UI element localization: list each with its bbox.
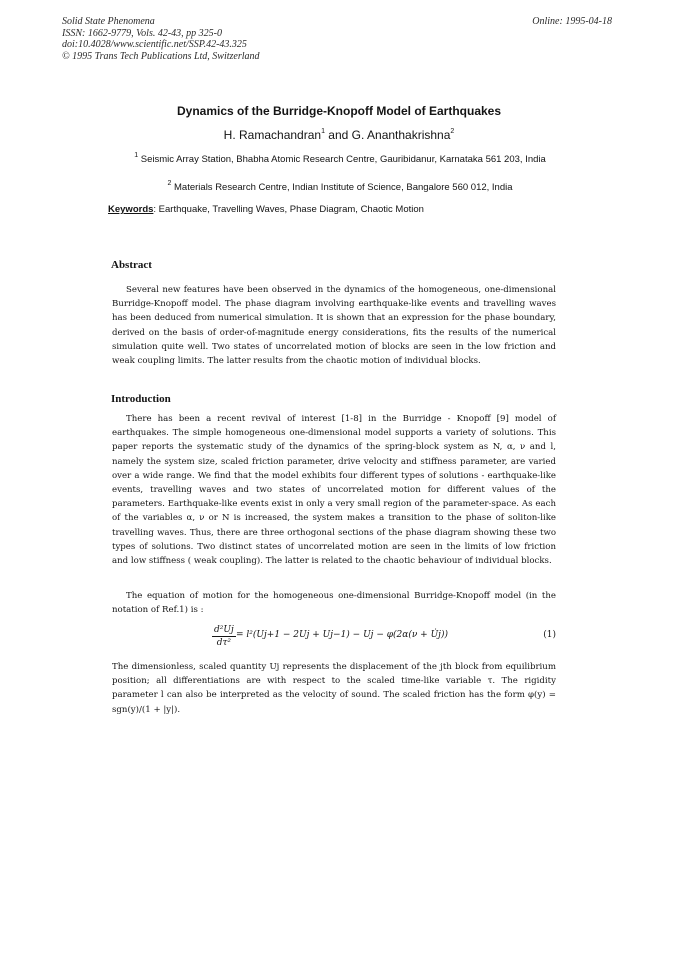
keywords-line (108, 204, 424, 215)
author-and: and (324, 128, 352, 142)
author-1-mark: 1 (321, 128, 325, 135)
online-date: Online: 1995-04-18 (532, 16, 612, 27)
introduction-paragraph-2: The equation of motion for the homogeneous one-dimensional Burridge-Knopoff model (in the notation of Ref.1) is : (112, 591, 556, 616)
introduction-paragraph-3: The dimensionless, scaled quantity Uj represents the displacement of the jth block from equilibrium position; all differentiations are with respect to the scaled time-like variable τ. The rigidity parameter l can also be interpreted as the velocity of sound. The scaled friction has the form φ(y) = sgn(y)/(1 + |y|). (112, 662, 556, 715)
paper-title: Dynamics of the Burridge-Knopoff Model of Earthquakes (176, 104, 502, 118)
introduction-paragraph-1: There has been a recent revival of interest [1-8] in the Burridge - Knopoff [9] model of earthquakes. The simple homogeneous one-dimensional model supports a variety of solutions. This paper reports the systematic study of the dynamics of the spring-block system as N, α, ν and l, namely the system size, scaled friction parameter, drive velocity and stiffness parameter, are varied over a wide range. We find that the model exhibits four different types of solutions - earthquake-like events, travelling waves and two states of uncorrelated motion for different values of the parameters. Earthquake-like events exist in only a very small region of the parameter-space. As each of the variables α, ν or N is increased, the system makes a transition to the phase of soliton-like travelling waves. Thus, there are three orthogonal sections of the phase diagram showing these two types of solutions. Two distinct states of uncorrelated motion are seen in the limits of low friction and low stiffness ( weak coupling). The latter is related to the chaotic behaviour of individual blocks. (112, 414, 556, 567)
keywords-text: : Earthquake, Travelling Waves, Phase Diagram, Chaotic Motion (153, 204, 424, 215)
doi-line: doi:10.4028/www.scientific.net/SSP.42-43.325 (62, 39, 247, 50)
equation-numerator: d²Uj (214, 625, 234, 635)
author-line (0, 128, 678, 142)
journal-header (62, 16, 260, 62)
author-1: H. Ramachandran (223, 128, 322, 142)
journal-name: Solid State Phenomena (62, 16, 155, 27)
equation-number: (1) (543, 630, 556, 640)
affiliation-1-mark: 1 (134, 152, 139, 159)
keywords-label: Keywords (108, 204, 154, 215)
affiliation-2-mark: 2 (167, 180, 172, 187)
abstract-heading: Abstract (111, 259, 152, 271)
author-2: G. Ananthakrishna (351, 128, 451, 142)
affiliation-1-text: Seismic Array Station, Bhabha Atomic Research Centre, Gauribidanur, Karnataka 561 203, India (138, 154, 546, 166)
introduction-heading: Introduction (111, 393, 171, 405)
equation-body: = l²(Uj+1 − 2Uj + Uj−1) − Uj − φ(2α(ν + U̇j)) (236, 630, 448, 640)
equation-1 (112, 624, 556, 652)
affiliation-1 (110, 151, 570, 166)
equation-fraction (212, 624, 236, 649)
copyright-line: © 1995 Trans Tech Publications Ltd, Switzerland (62, 50, 260, 62)
equation-denominator: dτ² (216, 638, 232, 648)
abstract-text: Several new features have been observed in the dynamics of the homogeneous, one-dimensional Burridge-Knopoff model. The phase diagram involving earthquake-like events and travelling waves has been deduced from numerical simulation. It is shown that an expression for the phase boundary, derived on the basis of order-of-magnitude energy considerations, fits the results of the numerical simulation quite well. Two states of uncorrelated motion of blocks are seen in the low friction and weak coupling limits. The latter results from the chaotic motion of individual blocks. (112, 285, 556, 367)
affiliation-2-text: Materials Research Centre, Indian Institute of Science, Bangalore 560 012, India (171, 182, 513, 194)
affiliation-2 (100, 179, 580, 194)
author-2-mark: 2 (450, 128, 455, 135)
issn-line: ISSN: 1662-9779, Vols. 42-43, pp 325-0 (62, 27, 222, 39)
